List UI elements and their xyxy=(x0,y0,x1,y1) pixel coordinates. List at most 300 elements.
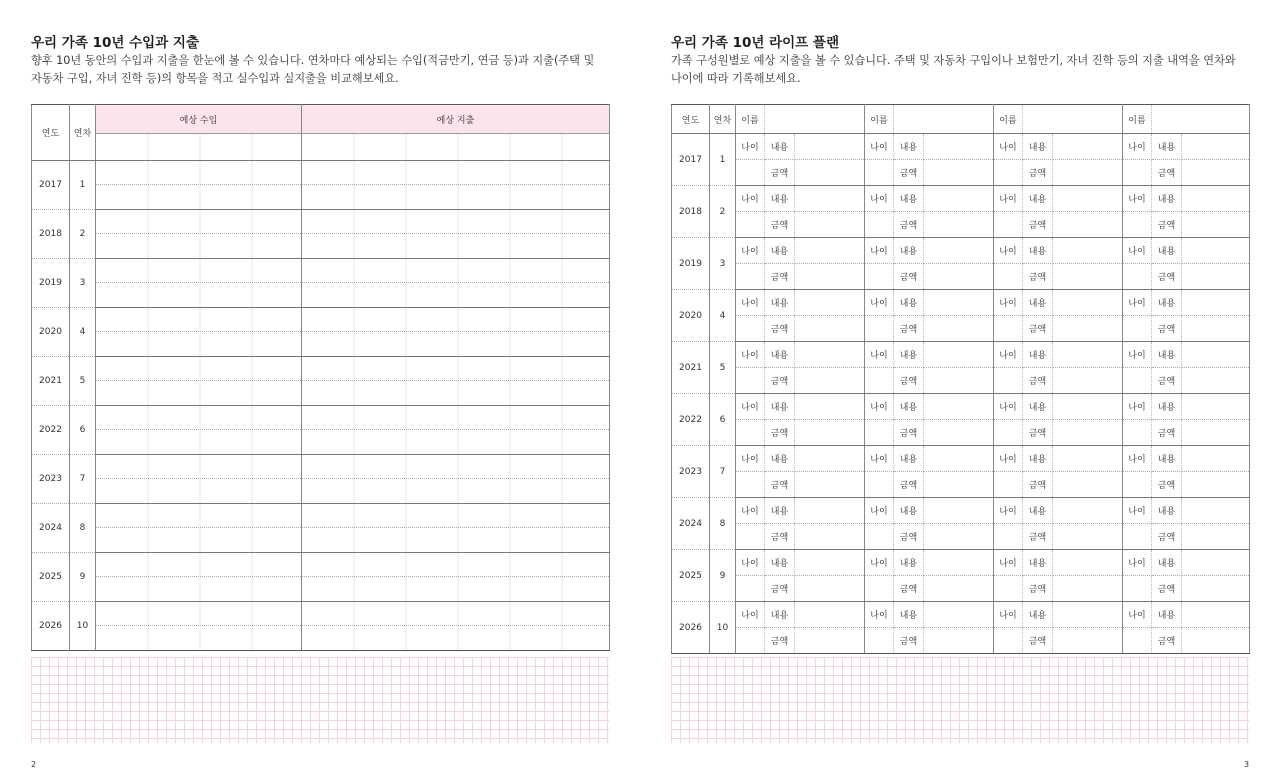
amount-label: 금액 xyxy=(765,264,795,290)
amount-label: 금액 xyxy=(1152,420,1182,446)
income-expense-table xyxy=(31,104,610,651)
header-expected-expense: 예상 지출 xyxy=(302,105,610,134)
age-field[interactable] xyxy=(736,264,765,290)
expense-cell[interactable] xyxy=(302,455,610,479)
expense-cell[interactable] xyxy=(302,185,610,210)
amount-label: 금액 xyxy=(1152,212,1182,238)
table-row xyxy=(672,446,1250,472)
expense-cell[interactable] xyxy=(302,528,610,553)
age-field[interactable] xyxy=(736,212,765,238)
content-label: 내용 xyxy=(765,394,795,420)
age-label: 나이 xyxy=(994,342,1023,368)
index-cell: 4 xyxy=(70,308,96,357)
content-field[interactable] xyxy=(1182,498,1250,524)
year-cell: 2018 xyxy=(672,186,710,238)
content-label: 내용 xyxy=(765,238,795,264)
age-field[interactable] xyxy=(865,264,894,290)
age-label: 나이 xyxy=(994,290,1023,316)
amount-label: 금액 xyxy=(1023,576,1053,602)
amount-label: 금액 xyxy=(1152,628,1182,654)
content-field[interactable] xyxy=(1182,342,1250,368)
content-label: 내용 xyxy=(894,550,924,576)
amount-field[interactable] xyxy=(924,212,994,238)
age-field[interactable] xyxy=(994,160,1023,186)
income-cell[interactable] xyxy=(96,308,302,332)
header-index: 연차 xyxy=(70,105,96,161)
age-field[interactable] xyxy=(865,160,894,186)
year-cell: 2017 xyxy=(672,134,710,186)
age-field[interactable] xyxy=(865,628,894,654)
amount-field[interactable] xyxy=(924,264,994,290)
income-cell[interactable] xyxy=(96,479,302,504)
expense-cell[interactable] xyxy=(302,210,610,234)
table-row xyxy=(32,234,610,259)
content-label: 내용 xyxy=(1023,602,1053,628)
content-label: 내용 xyxy=(1152,394,1182,420)
expense-cell[interactable] xyxy=(302,504,610,528)
age-field[interactable] xyxy=(994,628,1023,654)
content-field[interactable] xyxy=(924,186,994,212)
content-label: 내용 xyxy=(1152,290,1182,316)
content-field[interactable] xyxy=(1182,134,1250,160)
expense-cell[interactable] xyxy=(302,161,610,185)
age-field[interactable] xyxy=(865,316,894,342)
content-label: 내용 xyxy=(1023,446,1053,472)
right-page-number: 3 xyxy=(1244,760,1250,769)
age-field[interactable] xyxy=(1123,628,1152,654)
amount-field[interactable] xyxy=(1182,420,1250,446)
year-cell: 2022 xyxy=(32,406,70,455)
amount-field[interactable] xyxy=(1053,472,1123,498)
content-field[interactable] xyxy=(1053,290,1123,316)
amount-field[interactable] xyxy=(1053,524,1123,550)
content-field[interactable] xyxy=(1182,186,1250,212)
age-field[interactable] xyxy=(994,212,1023,238)
amount-field[interactable] xyxy=(795,472,865,498)
content-field[interactable] xyxy=(924,342,994,368)
amount-field[interactable] xyxy=(924,368,994,394)
content-field[interactable] xyxy=(1053,446,1123,472)
year-cell: 2023 xyxy=(32,455,70,504)
amount-field[interactable] xyxy=(795,524,865,550)
amount-field[interactable] xyxy=(1053,264,1123,290)
age-label: 나이 xyxy=(736,602,765,628)
income-cell[interactable] xyxy=(96,602,302,626)
content-label: 내용 xyxy=(1152,186,1182,212)
amount-field[interactable] xyxy=(1053,212,1123,238)
age-label: 나이 xyxy=(1123,290,1152,316)
year-cell: 2019 xyxy=(672,238,710,290)
member-name-label: 이름 xyxy=(1123,105,1152,134)
content-field[interactable] xyxy=(924,550,994,576)
age-field[interactable] xyxy=(736,524,765,550)
table-row xyxy=(672,186,1250,212)
right-intro-line-2: 나이에 따라 기록해보세요. xyxy=(671,72,801,85)
income-cell[interactable] xyxy=(96,283,302,308)
content-label: 내용 xyxy=(1023,342,1053,368)
expense-cell[interactable] xyxy=(302,479,610,504)
expense-cell[interactable] xyxy=(302,283,610,308)
left-page-number: 2 xyxy=(31,760,37,769)
income-cell[interactable] xyxy=(96,134,302,161)
year-cell: 2021 xyxy=(672,342,710,394)
age-field[interactable] xyxy=(736,316,765,342)
amount-field[interactable] xyxy=(924,628,994,654)
amount-label: 금액 xyxy=(765,628,795,654)
age-field[interactable] xyxy=(1123,212,1152,238)
expense-cell[interactable] xyxy=(302,553,610,577)
age-label: 나이 xyxy=(736,498,765,524)
expense-cell[interactable] xyxy=(302,381,610,406)
content-label: 내용 xyxy=(894,186,924,212)
age-field[interactable] xyxy=(994,472,1023,498)
amount-label: 금액 xyxy=(765,160,795,186)
amount-field[interactable] xyxy=(1182,628,1250,654)
age-label: 나이 xyxy=(736,342,765,368)
table-row xyxy=(672,550,1250,576)
amount-field[interactable] xyxy=(924,524,994,550)
amount-field[interactable] xyxy=(1182,472,1250,498)
age-field[interactable] xyxy=(736,628,765,654)
table-row xyxy=(32,479,610,504)
year-cell: 2026 xyxy=(672,602,710,654)
expense-cell[interactable] xyxy=(302,406,610,430)
age-label: 나이 xyxy=(1123,498,1152,524)
content-field[interactable] xyxy=(1053,342,1123,368)
age-label: 나이 xyxy=(994,602,1023,628)
age-label: 나이 xyxy=(736,446,765,472)
year-cell: 2017 xyxy=(32,161,70,210)
year-cell: 2018 xyxy=(32,210,70,259)
age-field[interactable] xyxy=(736,368,765,394)
age-field[interactable] xyxy=(736,576,765,602)
age-label: 나이 xyxy=(994,394,1023,420)
income-cell[interactable] xyxy=(96,185,302,210)
expense-cell[interactable] xyxy=(302,259,610,283)
table-row xyxy=(672,628,1250,654)
index-cell: 5 xyxy=(710,342,736,394)
age-label: 나이 xyxy=(994,498,1023,524)
age-label: 나이 xyxy=(865,602,894,628)
content-field[interactable] xyxy=(795,446,865,472)
content-label: 내용 xyxy=(1152,498,1182,524)
income-cell[interactable] xyxy=(96,210,302,234)
age-field[interactable] xyxy=(994,316,1023,342)
index-cell: 9 xyxy=(710,550,736,602)
table-row xyxy=(672,264,1250,290)
amount-field[interactable] xyxy=(924,472,994,498)
content-field[interactable] xyxy=(795,238,865,264)
amount-label: 금액 xyxy=(1023,420,1053,446)
content-label: 내용 xyxy=(1023,134,1053,160)
content-field[interactable] xyxy=(1182,394,1250,420)
age-label: 나이 xyxy=(865,446,894,472)
year-cell: 2024 xyxy=(32,504,70,553)
amount-field[interactable] xyxy=(924,420,994,446)
left-memo-grid xyxy=(31,657,609,743)
member-name-label: 이름 xyxy=(736,105,765,134)
table-row xyxy=(32,259,610,283)
income-cell[interactable] xyxy=(96,626,302,651)
content-field[interactable] xyxy=(924,498,994,524)
content-field[interactable] xyxy=(924,446,994,472)
content-label: 내용 xyxy=(1023,290,1053,316)
amount-field[interactable] xyxy=(1182,576,1250,602)
income-cell[interactable] xyxy=(96,234,302,259)
content-field[interactable] xyxy=(1182,446,1250,472)
income-cell[interactable] xyxy=(96,357,302,381)
member-name-field[interactable] xyxy=(1152,105,1250,134)
content-field[interactable] xyxy=(795,498,865,524)
amount-field[interactable] xyxy=(795,576,865,602)
content-field[interactable] xyxy=(1053,238,1123,264)
age-field[interactable] xyxy=(865,368,894,394)
content-label: 내용 xyxy=(765,186,795,212)
left-intro-line-2: 자동차 구입, 자녀 진학 등)의 항목을 적고 실수입과 실지출을 비교해보세요. xyxy=(31,72,399,85)
content-label: 내용 xyxy=(1023,550,1053,576)
income-cell[interactable] xyxy=(96,504,302,528)
table-row xyxy=(672,524,1250,550)
amount-field[interactable] xyxy=(924,316,994,342)
index-cell: 10 xyxy=(710,602,736,654)
age-field[interactable] xyxy=(865,212,894,238)
amount-field[interactable] xyxy=(795,628,865,654)
income-cell[interactable] xyxy=(96,553,302,577)
expense-cell[interactable] xyxy=(302,308,610,332)
age-field[interactable] xyxy=(1123,472,1152,498)
index-cell: 8 xyxy=(70,504,96,553)
content-field[interactable] xyxy=(1182,550,1250,576)
age-field[interactable] xyxy=(865,472,894,498)
table-row xyxy=(32,553,610,577)
age-field[interactable] xyxy=(1123,420,1152,446)
amount-label: 금액 xyxy=(765,212,795,238)
age-label: 나이 xyxy=(994,186,1023,212)
content-field[interactable] xyxy=(795,602,865,628)
age-field[interactable] xyxy=(736,472,765,498)
member-name-field[interactable] xyxy=(894,105,994,134)
amount-label: 금액 xyxy=(765,420,795,446)
amount-field[interactable] xyxy=(1182,524,1250,550)
content-field[interactable] xyxy=(1053,134,1123,160)
content-label: 내용 xyxy=(894,394,924,420)
amount-field[interactable] xyxy=(1182,316,1250,342)
index-cell: 10 xyxy=(70,602,96,651)
content-label: 내용 xyxy=(765,446,795,472)
amount-field[interactable] xyxy=(924,576,994,602)
table-row xyxy=(672,472,1250,498)
year-cell: 2026 xyxy=(32,602,70,651)
content-field[interactable] xyxy=(924,394,994,420)
content-field[interactable] xyxy=(924,238,994,264)
member-name-label: 이름 xyxy=(994,105,1023,134)
content-label: 내용 xyxy=(894,134,924,160)
expense-cell[interactable] xyxy=(302,234,610,259)
content-label: 내용 xyxy=(894,342,924,368)
index-cell: 1 xyxy=(70,161,96,210)
table-row xyxy=(672,290,1250,316)
content-label: 내용 xyxy=(1023,238,1053,264)
income-cell[interactable] xyxy=(96,332,302,357)
amount-field[interactable] xyxy=(795,420,865,446)
amount-label: 금액 xyxy=(1023,160,1053,186)
amount-label: 금액 xyxy=(894,368,924,394)
amount-field[interactable] xyxy=(795,160,865,186)
content-field[interactable] xyxy=(924,134,994,160)
age-field[interactable] xyxy=(994,264,1023,290)
expense-cell[interactable] xyxy=(302,357,610,381)
amount-field[interactable] xyxy=(795,368,865,394)
income-cell[interactable] xyxy=(96,161,302,185)
amount-field[interactable] xyxy=(1053,420,1123,446)
index-cell: 2 xyxy=(710,186,736,238)
content-field[interactable] xyxy=(795,550,865,576)
content-field[interactable] xyxy=(924,602,994,628)
age-label: 나이 xyxy=(994,134,1023,160)
expense-cell[interactable] xyxy=(302,134,610,161)
amount-label: 금액 xyxy=(894,628,924,654)
year-cell: 2025 xyxy=(672,550,710,602)
amount-label: 금액 xyxy=(1023,472,1053,498)
income-cell[interactable] xyxy=(96,528,302,553)
age-field[interactable] xyxy=(1123,316,1152,342)
age-field[interactable] xyxy=(736,420,765,446)
amount-field[interactable] xyxy=(1053,160,1123,186)
age-field[interactable] xyxy=(736,160,765,186)
table-row xyxy=(32,332,610,357)
index-cell: 9 xyxy=(70,553,96,602)
content-field[interactable] xyxy=(1182,290,1250,316)
table-row xyxy=(672,498,1250,524)
age-field[interactable] xyxy=(1123,264,1152,290)
age-field[interactable] xyxy=(865,524,894,550)
index-cell: 2 xyxy=(70,210,96,259)
content-label: 내용 xyxy=(765,602,795,628)
expense-cell[interactable] xyxy=(302,577,610,602)
age-label: 나이 xyxy=(865,498,894,524)
year-cell: 2025 xyxy=(32,553,70,602)
content-label: 내용 xyxy=(1152,238,1182,264)
expense-cell[interactable] xyxy=(302,332,610,357)
content-field[interactable] xyxy=(795,394,865,420)
index-cell: 7 xyxy=(710,446,736,498)
left-intro-line-1: 향후 10년 동안의 수입과 지출을 한눈에 볼 수 있습니다. 연차마다 예상되는 수입(적금만기, 연금 등)과 지출(주택 및 xyxy=(31,54,595,67)
index-cell: 5 xyxy=(70,357,96,406)
amount-label: 금액 xyxy=(1152,576,1182,602)
table-row xyxy=(672,342,1250,368)
member-name-field[interactable] xyxy=(765,105,865,134)
content-label: 내용 xyxy=(1152,550,1182,576)
content-field[interactable] xyxy=(795,342,865,368)
table-row xyxy=(672,394,1250,420)
age-field[interactable] xyxy=(994,420,1023,446)
content-label: 내용 xyxy=(894,238,924,264)
amount-label: 금액 xyxy=(1023,368,1053,394)
income-cell[interactable] xyxy=(96,577,302,602)
income-cell[interactable] xyxy=(96,259,302,283)
content-label: 내용 xyxy=(1152,342,1182,368)
content-label: 내용 xyxy=(1023,186,1053,212)
income-cell[interactable] xyxy=(96,455,302,479)
expense-cell[interactable] xyxy=(302,626,610,651)
content-field[interactable] xyxy=(1182,238,1250,264)
age-field[interactable] xyxy=(1123,576,1152,602)
amount-field[interactable] xyxy=(1053,316,1123,342)
income-cell[interactable] xyxy=(96,381,302,406)
right-intro-line-1: 가족 구성원별로 예상 지출을 볼 수 있습니다. 주택 및 자동차 구입이나 보험만기, 자녀 진학 등의 지출 내역을 연차와 xyxy=(671,54,1236,67)
year-cell: 2024 xyxy=(672,498,710,550)
age-label: 나이 xyxy=(1123,238,1152,264)
content-label: 내용 xyxy=(765,342,795,368)
income-cell[interactable] xyxy=(96,406,302,430)
content-field[interactable] xyxy=(795,290,865,316)
content-field[interactable] xyxy=(1053,602,1123,628)
age-label: 나이 xyxy=(736,238,765,264)
amount-field[interactable] xyxy=(924,160,994,186)
amount-field[interactable] xyxy=(795,212,865,238)
member-name-field[interactable] xyxy=(1023,105,1123,134)
expense-cell[interactable] xyxy=(302,430,610,455)
table-row xyxy=(32,357,610,381)
age-label: 나이 xyxy=(865,134,894,160)
table-row xyxy=(32,161,610,185)
amount-label: 금액 xyxy=(1152,472,1182,498)
amount-field[interactable] xyxy=(1053,368,1123,394)
content-field[interactable] xyxy=(795,134,865,160)
table-row xyxy=(672,368,1250,394)
table-row xyxy=(32,626,610,651)
amount-label: 금액 xyxy=(894,576,924,602)
age-label: 나이 xyxy=(865,342,894,368)
amount-label: 금액 xyxy=(894,212,924,238)
amount-field[interactable] xyxy=(1182,160,1250,186)
amount-label: 금액 xyxy=(765,472,795,498)
age-field[interactable] xyxy=(994,368,1023,394)
content-field[interactable] xyxy=(1053,394,1123,420)
age-field[interactable] xyxy=(865,576,894,602)
content-field[interactable] xyxy=(795,186,865,212)
content-field[interactable] xyxy=(1053,550,1123,576)
age-label: 나이 xyxy=(736,394,765,420)
year-cell: 2020 xyxy=(672,290,710,342)
amount-field[interactable] xyxy=(1182,264,1250,290)
age-field[interactable] xyxy=(1123,524,1152,550)
amount-field[interactable] xyxy=(1182,368,1250,394)
content-field[interactable] xyxy=(1053,498,1123,524)
amount-field[interactable] xyxy=(1182,212,1250,238)
age-field[interactable] xyxy=(994,576,1023,602)
income-cell[interactable] xyxy=(96,430,302,455)
age-field[interactable] xyxy=(1123,160,1152,186)
amount-field[interactable] xyxy=(1053,628,1123,654)
expense-cell[interactable] xyxy=(302,602,610,626)
amount-label: 금액 xyxy=(1152,160,1182,186)
amount-label: 금액 xyxy=(1152,264,1182,290)
content-field[interactable] xyxy=(1182,602,1250,628)
age-field[interactable] xyxy=(994,524,1023,550)
table-row xyxy=(32,381,610,406)
content-field[interactable] xyxy=(1053,186,1123,212)
amount-field[interactable] xyxy=(795,316,865,342)
age-field[interactable] xyxy=(865,420,894,446)
age-field[interactable] xyxy=(1123,368,1152,394)
amount-field[interactable] xyxy=(795,264,865,290)
age-label: 나이 xyxy=(1123,342,1152,368)
amount-field[interactable] xyxy=(1053,576,1123,602)
table-row xyxy=(32,528,610,553)
amount-label: 금액 xyxy=(1023,524,1053,550)
content-field[interactable] xyxy=(924,290,994,316)
